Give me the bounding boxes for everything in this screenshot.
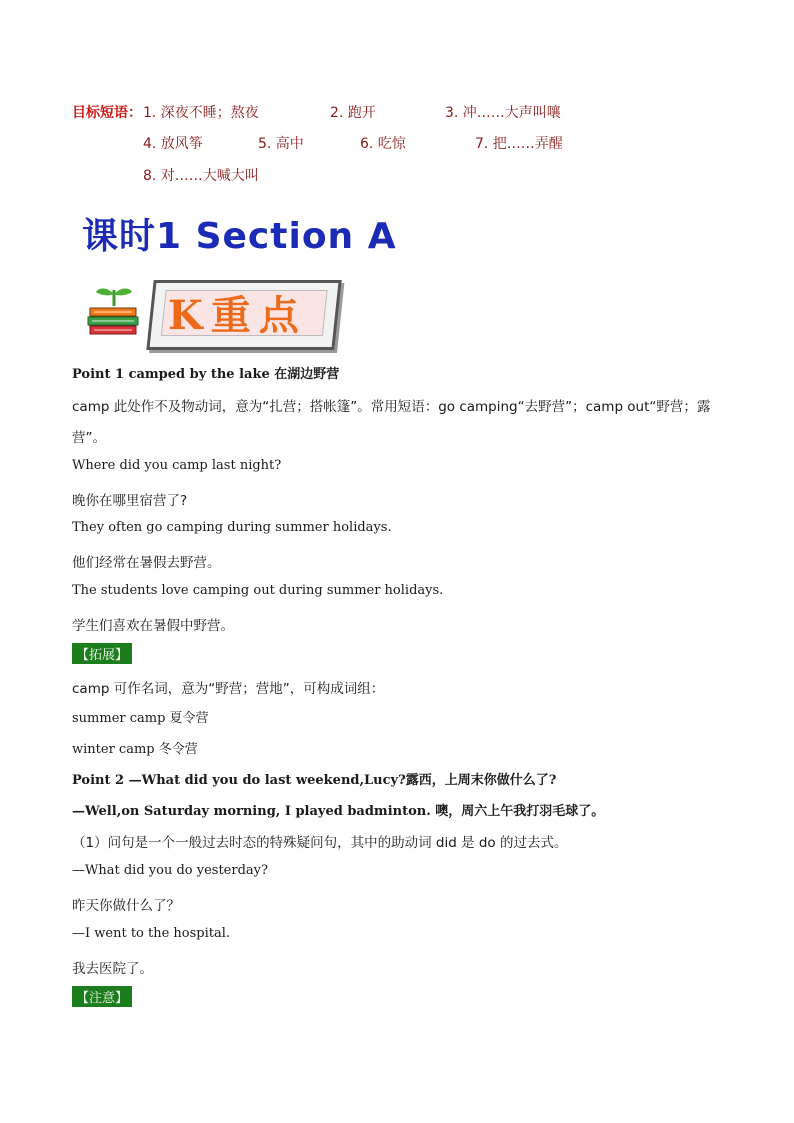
example-cn: 学生们喜欢在暑假中野营。 — [72, 618, 234, 634]
example-cn: 他们经常在暑假去野营。 — [72, 555, 221, 571]
phrase-item: 7. 把……弄醒 — [475, 136, 563, 152]
point2-title: Point 2 —What did you do last weekend,Lucy?露西，上周末你做什么了? — [72, 773, 557, 788]
phrase-item: 2. 跑开 — [330, 105, 376, 121]
section-title: 课时1 Section A — [82, 216, 397, 257]
point1-description: camp 此处作不及物动词，意为“扎营；搭帐篷”。常用短语：go camping“去野营”；camp out“野营；露 — [72, 399, 711, 415]
phrase-item: 8. 对……大喊大叫 — [143, 168, 259, 184]
target-phrases-label: 目标短语： — [72, 105, 142, 121]
example-en: They often go camping during summer holidays. — [72, 520, 392, 535]
extension-phrase: winter camp 冬令营 — [72, 742, 198, 757]
example-en: The students love camping out during summer holidays. — [72, 583, 444, 598]
example-en: Where did you camp last night? — [72, 458, 282, 473]
book-plant-icon — [84, 284, 144, 340]
key-badge-text: K重点 — [168, 292, 307, 339]
phrase-item: 1. 深夜不睡；熬夜 — [143, 105, 259, 121]
extension-phrase: summer camp 夏令营 — [72, 711, 209, 726]
example-en: —I went to the hospital. — [72, 926, 231, 941]
point1-description-cont: 营”。 — [72, 430, 106, 446]
extension-description: camp 可作名词，意为“野营；营地”，可构成词组： — [72, 681, 385, 697]
example-cn: 晚你在哪里宿营了? — [72, 493, 188, 509]
phrase-item: 6. 吃惊 — [360, 136, 406, 152]
note-tag: 【注意】 — [72, 986, 132, 1007]
point2-note: （1）问句是一个一般过去时态的特殊疑问句，其中的助动词 did 是 do 的过去式。 — [72, 835, 568, 851]
point2-answer: —Well,on Saturday morning, I played badminton. 噢，周六上午我打羽毛球了。 — [72, 804, 605, 819]
example-cn: 昨天你做什么了？ — [72, 898, 180, 914]
phrase-item: 4. 放风筝 — [143, 136, 203, 152]
example-en: —What did you do yesterday? — [72, 863, 268, 878]
point1-title: Point 1 camped by the lake 在湖边野营 — [72, 367, 340, 382]
extend-tag: 【拓展】 — [72, 643, 132, 664]
example-cn: 我去医院了。 — [72, 961, 153, 977]
phrase-item: 5. 高中 — [258, 136, 304, 152]
phrase-item: 3. 冲……大声叫嚷 — [445, 105, 561, 121]
